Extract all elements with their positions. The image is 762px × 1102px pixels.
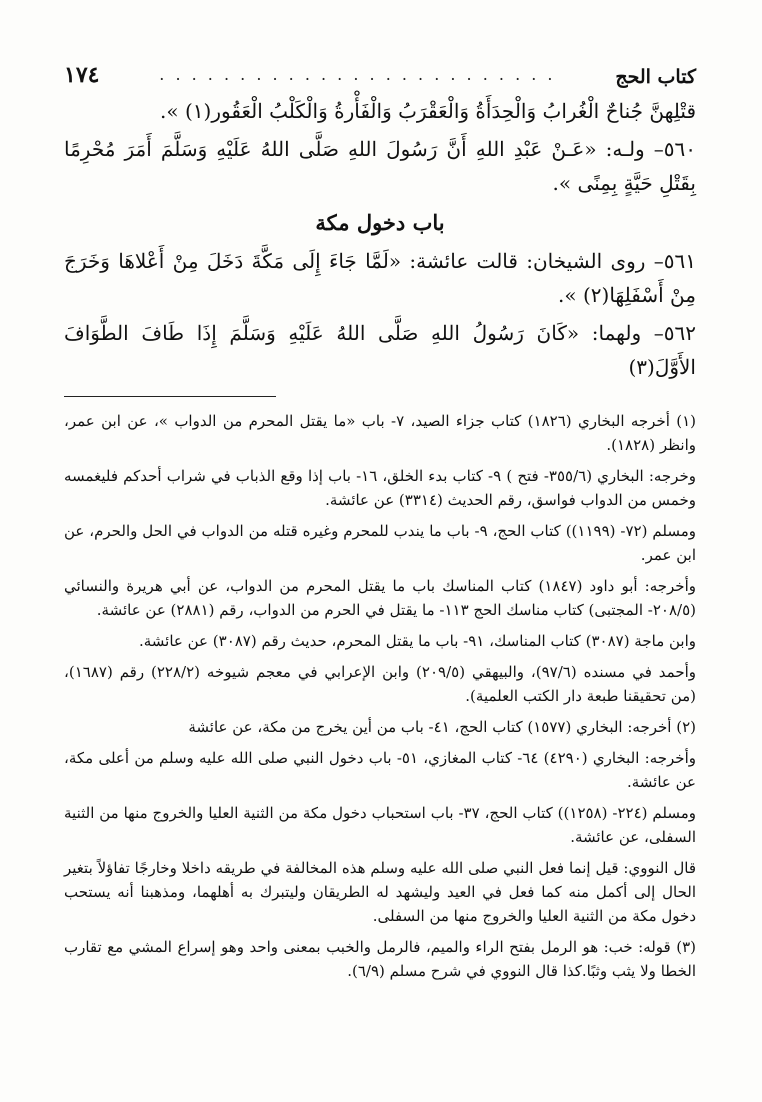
footnote-paragraph: وأحمد في مسنده (٩٧/٦)، والبيهقي (٢٠٩/٥) وابن الإعرابي في معجم شيوخه (٢٢٨/٢) رقم (١٦٨٧)، (من تحقيقنا طبعة دار الكتب العلمية).	[64, 663, 697, 705]
footnote-paragraph: قال النووي: قيل إنما فعل النبي صلى الله عليه وسلم هذه المخالفة في طريقه داخلا وخارجًا تفاؤلاً بتغير الحال إلى أكمل منه كما فعل في العيد وليشهد له الطريقان وليتبرك به أهلهما، ومذهبنا أنه يستحب دخول مكة من الثنية العليا والخروج منها من السفلى.	[64, 859, 696, 925]
section-title: باب دخول مكة	[315, 210, 445, 235]
footnote-paragraph: وأخرجه: أبو داود (١٨٤٧) كتاب المناسك باب ما يقتل المحرم من الدواب، عن أبي هريرة والنسائي (٢٠٨/٥- المجتبى) كتاب مناسك الحج ١١٣- ما يقتل في الحرم من الدواب، رقم (٢٨٨١) عن عائشة.	[64, 577, 696, 619]
footnote-paragraph: ومسلم (٢٢٤- (١٢٥٨)) كتاب الحج، ٣٧- باب استحباب دخول مكة من الثنية العليا والخروج منها من الثنية السفلى، عن عائشة.	[64, 804, 696, 846]
footnote-paragraph: وخرجه: البخاري (٣٥٥/٦- فتح ) ٩- كتاب بدء الخلق، ١٦- باب إذا وقع الذباب في شراب أحدكم فليغمسه وخمس من الدواب فواسق، رقم الحديث (٣٣١٤) عن عائشة.	[64, 467, 696, 509]
hadith-562: ٥٦٢– ولهما: «كَانَ رَسُولُ اللهِ صَلَّى اللهُ عَلَيْهِ وَسَلَّمَ إِذَا طَافَ الطَّوَافَ الأَوَّلَ(٣)	[64, 321, 696, 379]
footnote-paragraph: ومسلم (٧٢- (١١٩٩)) كتاب الحج، ٩- باب ما يندب للمحرم وغيره قتله من الدواب في الحل والحرم، عن ابن عمر.	[64, 522, 696, 564]
footnote-paragraph: (٣) قوله: خب: هو الرمل بفتح الراء والميم، فالرمل والخبب بمعنى واحد وهو إسراع المشي مع تقارب الخطا ولا يثب وثبًا.كذا قال النووي في شرح مسلم (٦/٩).	[64, 938, 696, 980]
main-text	[64, 94, 696, 384]
book-title: كتاب الحج	[615, 66, 696, 88]
page-number: ١٧٤	[64, 62, 100, 88]
header-dot-leader: . . . . . . . . . . . . . . . . . . . . . . . . .	[159, 65, 556, 84]
footnote-paragraph: وأخرجه: البخاري (٤٢٩٠) ٦٤- كتاب المغازي، ٥١- باب دخول النبي صلى الله عليه وسلم من أعلى مكة، عن عائشة.	[64, 749, 696, 791]
footnotes	[64, 409, 696, 983]
footnote-paragraph: (٢) أخرجه: البخاري (١٥٧٧) كتاب الحج، ٤١- باب من أين يخرج من مكة، عن عائشة	[188, 718, 696, 736]
page-header	[64, 40, 696, 88]
footnote-separator	[64, 396, 276, 397]
hadith-continuation: قتْلِهنَّ جُناحٌ الْغُرابُ وَالْحِدَأَةُ وَالْعَقْرَبُ وَالْفَأْرةُ وَالْكَلْبُ الْعَقُور(١) ».	[160, 99, 696, 123]
hadith-561: ٥٦١– روى الشيخان: قالت عائشة: «لَمَّا جَاءَ إِلَى مَكَّةَ دَخَلَ مِنْ أَعْلاهَا وَخَرَجَ مِنْ أَسْفَلِهَا(٢) ».	[64, 249, 696, 307]
footnote-paragraph: (١) أخرجه البخاري (١٨٢٦) كتاب جزاء الصيد، ٧- باب «ما يقتل المحرم من الدواب »، عن ابن عمر، وانظر (١٨٢٨).	[64, 412, 697, 454]
footnote-paragraph: وابن ماجة (٣٠٨٧) كتاب المناسك، ٩١- باب ما يقتل المحرم، حديث رقم (٣٠٨٧) عن عائشة.	[138, 632, 696, 650]
hadith-560: ٥٦٠– ولـه: «عَـنْ عَبْدِ اللهِ أَنَّ رَسُولَ اللهِ صَلَّى اللهُ عَلَيْهِ وَسَلَّمَ أَمَرَ مُحْرِمًا بِقَتْلِ حَيَّةٍ بِمِنًى ».	[64, 137, 696, 195]
